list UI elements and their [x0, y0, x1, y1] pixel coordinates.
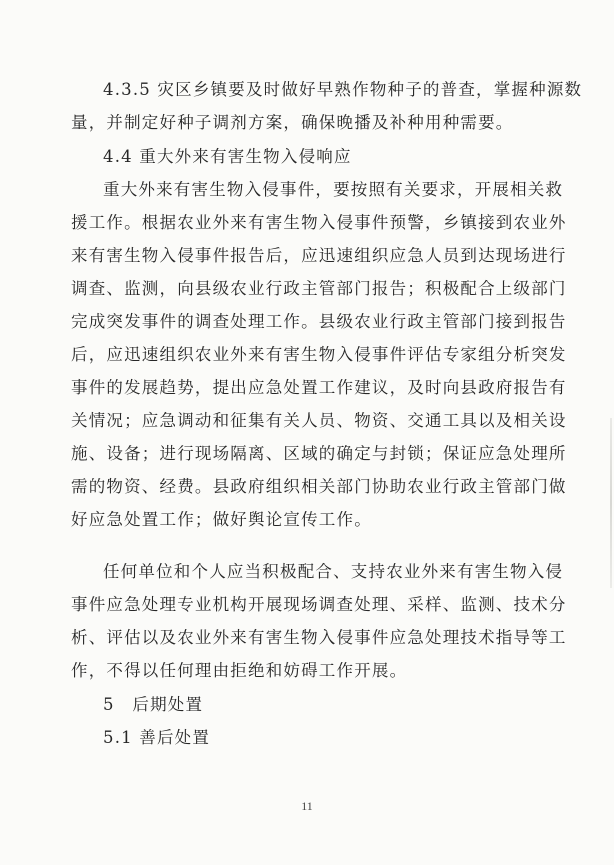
paragraph-line-9: 施、设备；进行现场隔离、区域的确定与封锁；保证应急处理所	[71, 444, 567, 463]
paragraph-line-2: 援工作。根据农业外来有害生物入侵事件预警，乡镇接到农业外	[71, 213, 567, 232]
paragraph-2-line-4: 作，不得以任何理由拒绝和妨碍工作开展。	[71, 661, 408, 680]
paragraph-2-line-1: 任何单位和个人应当积极配合、支持农业外来有害生物入侵	[103, 562, 564, 581]
paragraph-line-1: 重大外来有害生物入侵事件，要按照有关要求，开展相关救	[103, 180, 564, 199]
paragraph-line-5: 完成突发事件的调查处理工作。县级农业行政主管部门接到报告	[71, 312, 567, 331]
paragraph-line-10: 需的物资、经费。县政府组织相关部门协助农业行政主管部门做	[71, 477, 567, 496]
paragraph-line-8: 关情况；应急调动和征集有关人员、物资、交通工具以及相关设	[71, 411, 567, 430]
paragraph-line-4: 调查、监测，向县级农业行政主管部门报告；积极配合上级部门	[71, 279, 567, 298]
page-number: 11	[301, 799, 313, 813]
paragraph-4-3-5-line-2: 量，并制定好种子调剂方案，确保晚播及补种用种需要。	[71, 113, 514, 132]
paragraph-2-line-2: 事件应急处理专业机构开展现场调查处理、采样、监测、技术分	[71, 595, 567, 614]
paragraph-line-3: 来有害生物入侵事件报告后，应迅速组织应急人员到达现场进行	[71, 246, 567, 265]
paragraph-line-7: 事件的发展趋势，提出应急处置工作建议，及时向县政府报告有	[71, 378, 567, 397]
heading-5: 5 后期处置	[103, 695, 204, 714]
paragraph-line-11: 好应急处置工作；做好舆论宣传工作。	[71, 510, 372, 529]
paragraph-4-3-5-line-1: 4.3.5 灾区乡镇要及时做好早熟作物种子的普查，掌握种源数	[103, 80, 583, 99]
paragraph-line-6: 后，应迅速组织农业外来有害生物入侵事件评估专家组分析突发	[71, 345, 567, 364]
scan-edge-shadow	[610, 418, 612, 588]
heading-5-1: 5.1 善后处置	[103, 728, 211, 747]
heading-4-4: 4.4 重大外来有害生物入侵响应	[103, 147, 352, 166]
paragraph-2-line-3: 析、评估以及农业外来有害生物入侵事件应急处理技术指导等工	[71, 628, 567, 647]
